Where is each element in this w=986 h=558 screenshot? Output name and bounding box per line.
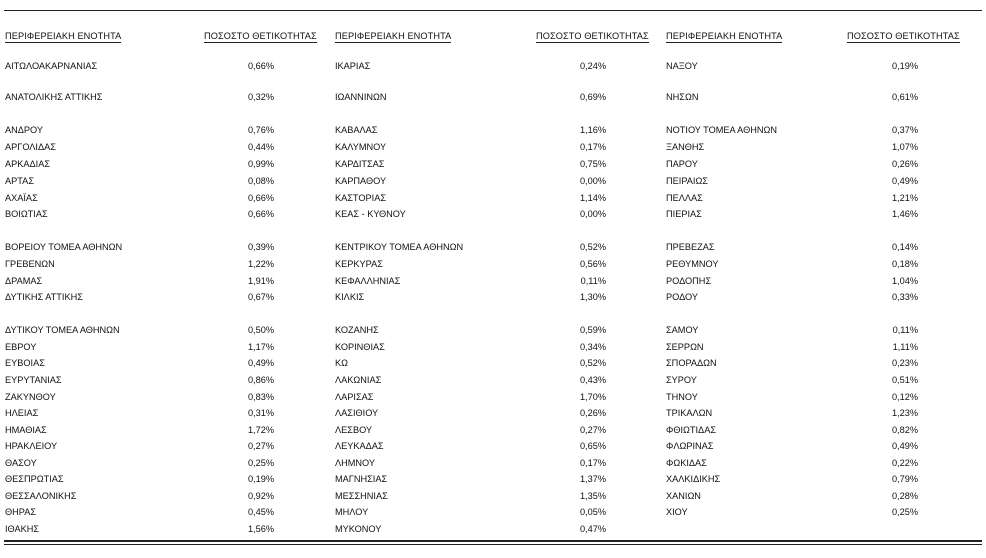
region-name: ΤΡΙΚΑΛΩΝ [666, 408, 713, 418]
region-name: ΒΟΡΕΙΟΥ ΤΟΜΕΑ ΑΘΗΝΩΝ [5, 242, 123, 252]
positivity-value: 0,86% [247, 375, 274, 385]
region-name: ΧΑΛΚΙΔΙΚΗΣ [666, 474, 721, 484]
region-name: ΣΥΡΟΥ [666, 375, 697, 385]
positivity-value: 0,39% [247, 242, 274, 252]
positivity-value: 0,08% [247, 176, 274, 186]
region-name: ΑΙΤΩΛΟΑΚΑΡΝΑΝΙΑΣ [5, 61, 98, 71]
positivity-value: 0,32% [247, 92, 274, 102]
positivity-value: 0,17% [579, 458, 606, 468]
header-rate-col1: ΠΟΣΟΣΤΟ ΘΕΤΙΚΟΤΗΤΑΣ [204, 31, 317, 41]
positivity-value: 0,27% [247, 441, 274, 451]
region-name: ΤΗΝΟΥ [666, 392, 698, 402]
bottom-rule [4, 540, 982, 542]
positivity-value: 1,17% [247, 342, 274, 352]
positivity-value: 1,23% [891, 408, 918, 418]
positivity-value: 0,61% [891, 92, 918, 102]
region-name: ΛΑΡΙΣΑΣ [335, 392, 374, 402]
region-name: ΚΑΛΥΜΝΟΥ [335, 142, 387, 152]
positivity-value: 0,25% [247, 458, 274, 468]
positivity-value: 0,49% [891, 441, 918, 451]
positivity-value: 1,21% [891, 193, 918, 203]
region-name: ΚΟΖΑΝΗΣ [335, 325, 379, 335]
region-name: ΛΑΚΩΝΙΑΣ [335, 375, 382, 385]
region-name: ΔΡΑΜΑΣ [5, 276, 43, 286]
region-name: ΡΟΔΟΠΗΣ [666, 276, 712, 286]
positivity-value: 0,26% [891, 159, 918, 169]
positivity-value: 1,22% [247, 259, 274, 269]
region-name: ΖΑΚΥΝΘΟΥ [5, 392, 56, 402]
region-name: ΚΑΡΠΑΘΟΥ [335, 176, 387, 186]
region-name: ΜΥΚΟΝΟΥ [335, 524, 382, 534]
region-name: ΑΧΑΪΑΣ [5, 193, 38, 203]
positivity-value: 1,56% [247, 524, 274, 534]
region-name: ΠΙΕΡΙΑΣ [666, 209, 702, 219]
region-name: ΚΕΡΚΥΡΑΣ [335, 259, 383, 269]
positivity-value: 0,66% [247, 193, 274, 203]
region-name: ΚΙΛΚΙΣ [335, 292, 365, 302]
region-name: ΑΡΚΑΔΙΑΣ [5, 159, 51, 169]
positivity-value: 0,76% [247, 125, 274, 135]
positivity-value: 0,82% [891, 425, 918, 435]
header-region-col1: ΠΕΡΙΦΕΡΕΙΑΚΗ ΕΝΟΤΗΤΑ [5, 31, 122, 41]
region-name: ΚΕΦΑΛΛΗΝΙΑΣ [335, 276, 401, 286]
region-name: ΚΑΒΑΛΑΣ [335, 125, 378, 135]
positivity-value: 0,00% [579, 209, 606, 219]
region-name: ΚΕΑΣ - ΚΥΘΝΟΥ [335, 209, 406, 219]
positivity-value: 0,27% [579, 425, 606, 435]
region-name: ΗΡΑΚΛΕΙΟΥ [5, 441, 58, 451]
region-name: ΚΑΡΔΙΤΣΑΣ [335, 159, 385, 169]
positivity-value: 1,07% [891, 142, 918, 152]
region-name: ΡΕΘΥΜΝΟΥ [666, 259, 719, 269]
region-name: ΘΕΣΣΑΛΟΝΙΚΗΣ [5, 491, 77, 501]
region-name: ΘΑΣΟΥ [5, 458, 37, 468]
positivity-value: 0,37% [891, 125, 918, 135]
positivity-value: 1,14% [579, 193, 606, 203]
positivity-value: 1,46% [891, 209, 918, 219]
positivity-value: 0,83% [247, 392, 274, 402]
positivity-value: 0,23% [891, 358, 918, 368]
region-name: ΞΑΝΘΗΣ [666, 142, 705, 152]
region-name: ΡΟΔΟΥ [666, 292, 699, 302]
positivity-value: 1,91% [247, 276, 274, 286]
positivity-value: 0,65% [579, 441, 606, 451]
region-name: ΣΑΜΟΥ [666, 325, 699, 335]
header-region-col2: ΠΕΡΙΦΕΡΕΙΑΚΗ ΕΝΟΤΗΤΑ [335, 31, 452, 41]
positivity-value: 1,11% [892, 342, 918, 352]
positivity-value: 0,31% [247, 408, 274, 418]
positivity-value: 0,26% [579, 408, 606, 418]
positivity-value: 0,12% [891, 392, 918, 402]
positivity-value: 0,92% [247, 491, 274, 501]
region-name: ΚΟΡΙΝΘΙΑΣ [335, 342, 385, 352]
positivity-value: 1,30% [579, 292, 606, 302]
region-name: ΗΜΑΘΙΑΣ [5, 425, 47, 435]
region-name: ΠΑΡΟΥ [666, 159, 698, 169]
positivity-value: 1,72% [247, 425, 274, 435]
positivity-value: 0,56% [579, 259, 606, 269]
positivity-value: 0,49% [891, 176, 918, 186]
region-name: ΔΥΤΙΚΟΥ ΤΟΜΕΑ ΑΘΗΝΩΝ [5, 325, 120, 335]
positivity-value: 0,45% [247, 507, 274, 517]
region-name: ΠΕΛΛΑΣ [666, 193, 703, 203]
bottom-rule-thin [4, 544, 982, 545]
region-name: ΦΘΙΩΤΙΔΑΣ [666, 425, 717, 435]
header-rate-col3: ΠΟΣΟΣΤΟ ΘΕΤΙΚΟΤΗΤΑΣ [847, 31, 960, 41]
positivity-value: 0,67% [247, 292, 274, 302]
region-name: ΛΑΣΙΘΙΟΥ [335, 408, 379, 418]
positivity-value: 0,11% [892, 325, 918, 335]
region-name: ΑΡΓΟΛΙΔΑΣ [5, 142, 56, 152]
region-name: ΝΑΞΟΥ [666, 61, 698, 71]
positivity-value: 0,52% [579, 242, 606, 252]
positivity-value: 0,18% [891, 259, 918, 269]
region-name: ΧΑΝΙΩΝ [666, 491, 701, 501]
positivity-value: 0,43% [579, 375, 606, 385]
positivity-value: 1,70% [579, 392, 606, 402]
positivity-value: 0,66% [247, 61, 274, 71]
region-name: ΘΕΣΠΡΩΤΙΑΣ [5, 474, 64, 484]
header-region-col3: ΠΕΡΙΦΕΡΕΙΑΚΗ ΕΝΟΤΗΤΑ [666, 31, 783, 41]
region-name: ΕΒΡΟΥ [5, 342, 37, 352]
region-name: ΑΝΑΤΟΛΙΚΗΣ ΑΤΤΙΚΗΣ [5, 92, 103, 102]
region-name: ΑΝΔΡΟΥ [5, 125, 44, 135]
region-name: ΙΘΑΚΗΣ [5, 524, 40, 534]
positivity-value: 0,19% [891, 61, 918, 71]
positivity-value: 1,04% [891, 276, 918, 286]
region-name: ΗΛΕΙΑΣ [5, 408, 39, 418]
positivity-value: 0,69% [579, 92, 606, 102]
positivity-value: 0,00% [579, 176, 606, 186]
positivity-value: 0,66% [247, 209, 274, 219]
region-name: ΕΥΡΥΤΑΝΙΑΣ [5, 375, 62, 385]
region-name: ΣΕΡΡΩΝ [666, 342, 704, 352]
positivity-value: 0,47% [579, 524, 606, 534]
region-name: ΑΡΤΑΣ [5, 176, 34, 186]
positivity-value: 0,51% [891, 375, 918, 385]
positivity-value: 0,17% [579, 142, 606, 152]
region-name: ΜΕΣΣΗΝΙΑΣ [335, 491, 388, 501]
positivity-value: 0,59% [579, 325, 606, 335]
region-name: ΕΥΒΟΙΑΣ [5, 358, 45, 368]
positivity-value: 0,75% [579, 159, 606, 169]
region-name: ΝΟΤΙΟΥ ΤΟΜΕΑ ΑΘΗΝΩΝ [666, 125, 778, 135]
top-rule [4, 10, 982, 11]
region-name: ΛΕΣΒΟΥ [335, 425, 373, 435]
positivity-value: 0,49% [247, 358, 274, 368]
region-name: ΣΠΟΡΑΔΩΝ [666, 358, 717, 368]
region-name: ΓΡΕΒΕΝΩΝ [5, 259, 55, 269]
region-name: ΘΗΡΑΣ [5, 507, 37, 517]
region-name: ΠΡΕΒΕΖΑΣ [666, 242, 715, 252]
region-name: ΦΛΩΡΙΝΑΣ [666, 441, 714, 451]
region-name: ΦΩΚΙΔΑΣ [666, 458, 707, 468]
header-rate-col2: ΠΟΣΟΣΤΟ ΘΕΤΙΚΟΤΗΤΑΣ [536, 31, 649, 41]
region-name: ΙΚΑΡΙΑΣ [335, 61, 371, 71]
region-name: ΛΕΥΚΑΔΑΣ [335, 441, 384, 451]
positivity-value: 0,24% [579, 61, 606, 71]
positivity-value: 0,79% [891, 474, 918, 484]
positivity-value: 1,35% [579, 491, 606, 501]
positivity-value: 1,37% [579, 474, 606, 484]
positivity-value: 0,52% [579, 358, 606, 368]
region-name: ΛΗΜΝΟΥ [335, 458, 376, 468]
region-name: ΧΙΟΥ [666, 507, 688, 517]
positivity-value: 0,28% [891, 491, 918, 501]
positivity-value: 0,11% [580, 276, 606, 286]
region-name: ΒΟΙΩΤΙΑΣ [5, 209, 48, 219]
region-name: ΠΕΙΡΑΙΩΣ [666, 176, 708, 186]
positivity-value: 0,25% [891, 507, 918, 517]
positivity-value: 0,19% [247, 474, 274, 484]
region-name: ΚΕΝΤΡΙΚΟΥ ΤΟΜΕΑ ΑΘΗΝΩΝ [335, 242, 464, 252]
region-name: ΚΑΣΤΟΡΙΑΣ [335, 193, 387, 203]
region-name: ΚΩ [335, 358, 348, 368]
region-name: ΜΑΓΝΗΣΙΑΣ [335, 474, 388, 484]
positivity-value: 0,99% [247, 159, 274, 169]
positivity-value: 0,44% [247, 142, 274, 152]
positivity-value: 0,14% [891, 242, 918, 252]
region-name: ΝΗΣΩΝ [666, 92, 699, 102]
region-name: ΔΥΤΙΚΗΣ ΑΤΤΙΚΗΣ [5, 292, 83, 302]
positivity-value: 0,22% [891, 458, 918, 468]
positivity-value: 1,16% [579, 125, 606, 135]
positivity-value: 0,50% [247, 325, 274, 335]
positivity-value: 0,34% [579, 342, 606, 352]
positivity-value: 0,33% [891, 292, 918, 302]
region-name: ΙΩΑΝΝΙΝΩΝ [335, 92, 387, 102]
region-name: ΜΗΛΟΥ [335, 507, 369, 517]
positivity-value: 0,05% [579, 507, 606, 517]
